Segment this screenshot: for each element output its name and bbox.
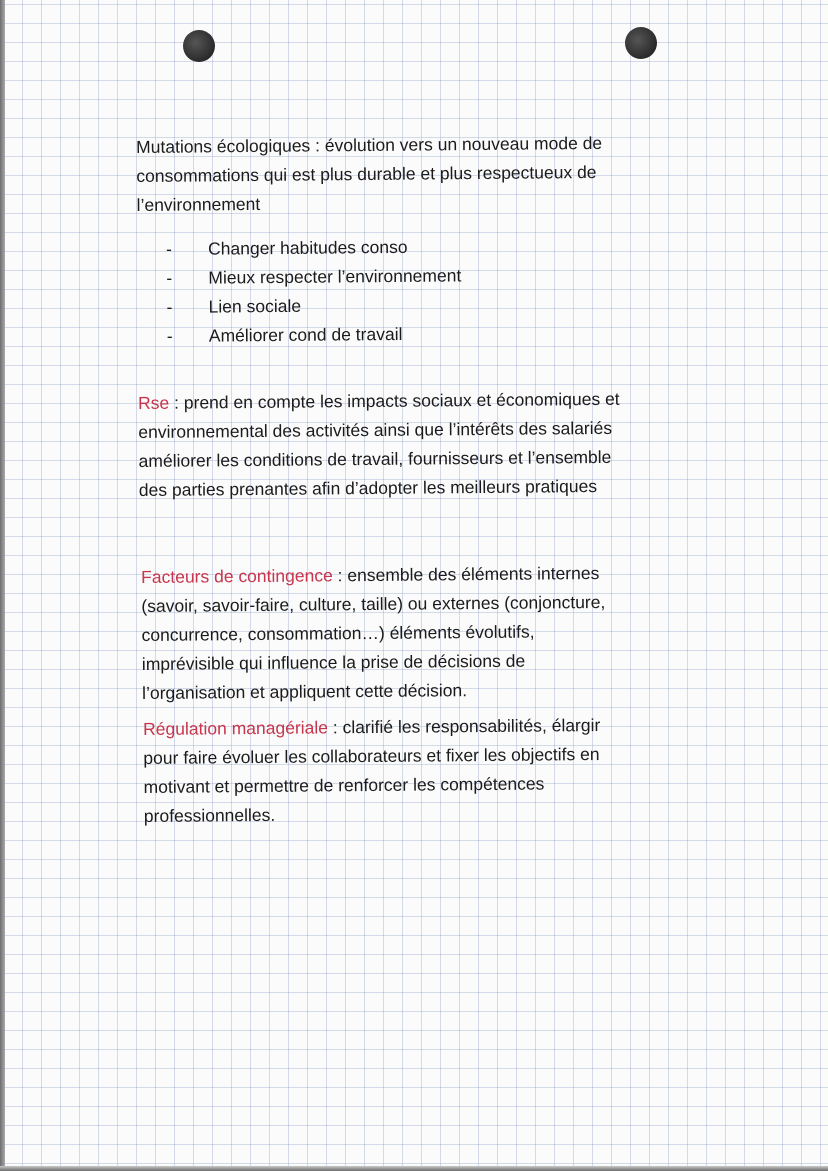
mutations-line-2: consommations qui est plus durable et plus respectueux de: [136, 161, 597, 186]
list-dash: -: [166, 325, 173, 346]
rse-definition-start: : prend en compte les impacts sociaux et économiques et: [169, 388, 620, 413]
contingence-line-2: (savoir, savoir-faire, culture, taille) ou externes (conjoncture,: [141, 591, 606, 616]
list-item-text: Améliorer cond de travail: [208, 323, 403, 346]
mutations-line-1: Mutations écologiques : évolution vers un nouveau mode de: [136, 132, 603, 157]
paper-bottom-edge: [0, 1166, 828, 1171]
list-item: [167, 289, 667, 322]
mutations-paragraph: [136, 128, 697, 220]
rse-line-3: améliorer les conditions de travail, fournisseurs et l’ensemble: [138, 446, 612, 471]
rse-line-2: environnemental des activités ainsi que l’intérêts des salariés: [138, 417, 613, 442]
contingence-term: Facteurs de contingence: [141, 565, 333, 587]
contingence-definition-start: : ensemble des éléments internes: [332, 563, 600, 586]
contingence-line-4: imprévisible qui influence la prise de décisions de: [141, 650, 526, 674]
regulation-term: Régulation managériale: [143, 717, 329, 739]
rse-paragraph: [138, 384, 699, 505]
list-item: [166, 231, 666, 264]
contingence-line-5: l’organisation et appliquent cette décision.: [142, 680, 468, 703]
punch-hole-right: [625, 27, 657, 59]
list-dash: -: [166, 267, 173, 288]
regulation-line-3: motivant et permettre de renforcer les compétences: [143, 773, 545, 797]
list-dash: -: [166, 296, 173, 317]
list-item: [166, 260, 666, 293]
regulation-line-2: pour faire évoluer les collaborateurs et fixer les objectifs en: [143, 744, 600, 768]
mutations-line-3: l’environnement: [136, 193, 261, 215]
rse-line-1: [138, 384, 698, 418]
contingence-paragraph: [141, 558, 702, 708]
paper-left-edge: [0, 0, 5, 1171]
list-item-text: Lien sociale: [208, 295, 302, 317]
list-item: [167, 318, 667, 351]
list-dash: -: [166, 238, 173, 259]
regulation-definition-start: : clarifié les responsabilités, élargir: [327, 715, 601, 738]
mutations-list: [166, 231, 667, 351]
punch-hole-left: [183, 30, 215, 62]
regulation-paragraph: [143, 710, 704, 831]
list-item-text: Changer habitudes conso: [208, 236, 408, 259]
contingence-line-3: concurrence, consommation…) éléments évolutifs,: [141, 621, 535, 645]
list-item-text: Mieux respecter l’environnement: [208, 265, 462, 288]
regulation-line-4: professionnelles.: [143, 804, 276, 826]
rse-line-4: des parties prenantes afin d’adopter les meilleurs pratiques: [138, 475, 598, 500]
rse-term: Rse: [138, 392, 170, 413]
